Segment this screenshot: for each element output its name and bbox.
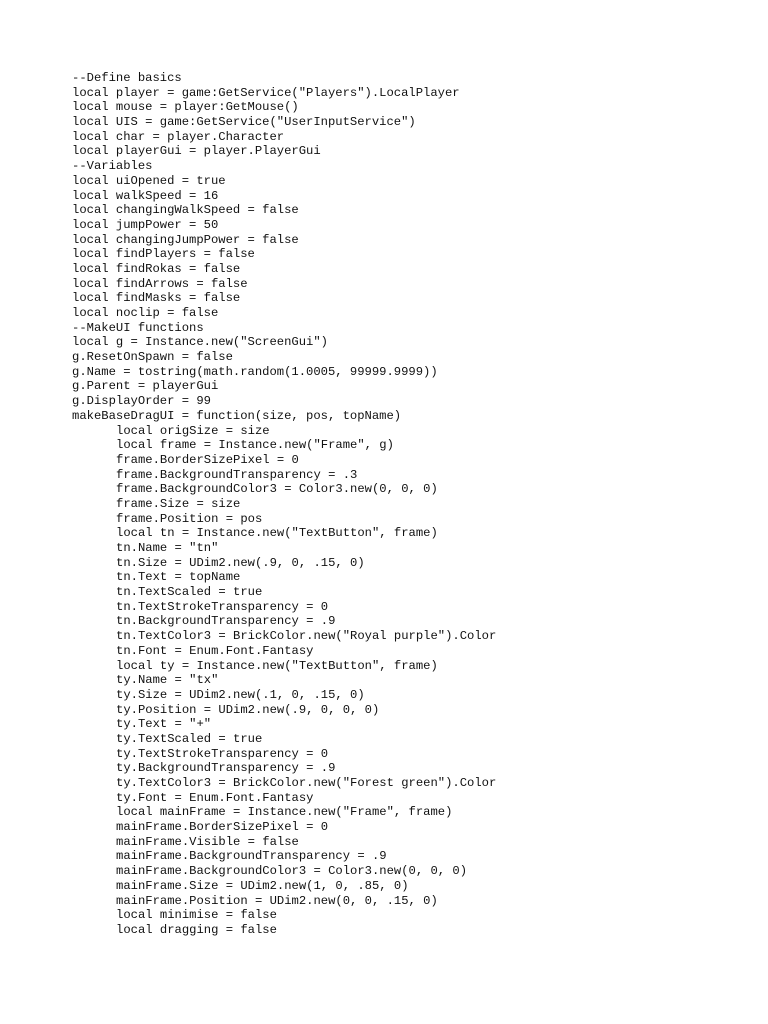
code-line: ty.Text = "+" <box>116 717 212 732</box>
code-line: ty.Font = Enum.Font.Fantasy <box>116 790 314 805</box>
code-line: makeBaseDragUI = function(size, pos, topName) <box>72 408 402 423</box>
code-line: local walkSpeed = 16 <box>72 188 219 203</box>
code-line: local ty = Instance.new("TextButton", frame) <box>116 658 438 673</box>
code-line: tn.Size = UDim2.new(.9, 0, .15, 0) <box>116 555 365 570</box>
code-line: local jumpPower = 50 <box>72 217 219 232</box>
code-line: local UIS = game:GetService("UserInputService") <box>72 115 416 130</box>
code-line: local mouse = player:GetMouse() <box>72 100 299 115</box>
code-line: local tn = Instance.new("TextButton", frame) <box>116 526 438 541</box>
code-listing <box>72 71 496 938</box>
code-line: local findPlayers = false <box>72 247 255 262</box>
code-line: tn.Name = "tn" <box>116 541 219 555</box>
code-line: tn.Text = topName <box>116 570 241 585</box>
code-line: ty.Position = UDim2.new(.9, 0, 0, 0) <box>116 702 380 717</box>
code-line: local uiOpened = true <box>72 173 226 188</box>
code-line: mainFrame.Position = UDim2.new(0, 0, .15, 0) <box>116 893 438 908</box>
code-line: mainFrame.Visible = false <box>116 834 299 849</box>
code-line: mainFrame.Size = UDim2.new(1, 0, .85, 0) <box>116 878 409 893</box>
code-line: local frame = Instance.new("Frame", g) <box>116 438 394 453</box>
code-line: g.Parent = playerGui <box>72 379 219 394</box>
code-line: frame.BackgroundTransparency = .3 <box>116 467 358 482</box>
code-line: ty.TextColor3 = BrickColor.new("Forest green").Color <box>116 776 497 790</box>
code-line: frame.BackgroundColor3 = Color3.new(0, 0, 0) <box>116 482 438 497</box>
code-line: mainFrame.BackgroundTransparency = .9 <box>116 849 387 864</box>
code-line: local dragging = false <box>116 922 277 937</box>
code-line: tn.TextScaled = true <box>116 585 263 600</box>
code-line: g.Name = tostring(math.random(1.0005, 99999.9999)) <box>72 364 438 379</box>
code-line: g.DisplayOrder = 99 <box>72 394 211 409</box>
code-line: local noclip = false <box>72 306 219 320</box>
code-line: tn.BackgroundTransparency = .9 <box>116 614 336 629</box>
code-line: local origSize = size <box>116 423 270 438</box>
code-line: local g = Instance.new("ScreenGui") <box>72 335 328 350</box>
code-line: local playerGui = player.PlayerGui <box>72 144 321 159</box>
code-line: --Variables <box>72 159 153 174</box>
code-line: mainFrame.BackgroundColor3 = Color3.new(0, 0, 0) <box>116 864 468 879</box>
code-line: local player = game:GetService("Players").LocalPlayer <box>72 85 460 100</box>
code-line: ty.TextStrokeTransparency = 0 <box>116 746 329 761</box>
code-line: local minimise = false <box>116 908 277 923</box>
code-line: --Define basics <box>72 71 182 85</box>
code-line: ty.Size = UDim2.new(.1, 0, .15, 0) <box>116 687 365 702</box>
code-line: local mainFrame = Instance.new("Frame", frame) <box>116 805 453 820</box>
code-line: frame.Size = size <box>116 496 241 511</box>
code-line: local changingJumpPower = false <box>72 232 299 247</box>
code-line: ty.Name = "tx" <box>116 673 219 688</box>
code-line: local findMasks = false <box>72 291 241 306</box>
code-line: frame.BorderSizePixel = 0 <box>116 452 299 467</box>
code-line: g.ResetOnSpawn = false <box>72 350 233 365</box>
code-line: ty.TextScaled = true <box>116 731 263 746</box>
code-line: local char = player.Character <box>72 129 285 144</box>
code-line: ty.BackgroundTransparency = .9 <box>116 761 336 776</box>
code-line: frame.Position = pos <box>116 511 263 526</box>
code-line: tn.Font = Enum.Font.Fantasy <box>116 643 314 658</box>
code-line: tn.TextColor3 = BrickColor.new("Royal purple").Color <box>116 629 497 644</box>
code-line: local findRokas = false <box>72 261 241 276</box>
code-line: local changingWalkSpeed = false <box>72 203 299 218</box>
code-line: local findArrows = false <box>72 276 248 291</box>
code-line: tn.TextStrokeTransparency = 0 <box>116 599 329 614</box>
code-line: --MakeUI functions <box>72 320 204 335</box>
code-line: mainFrame.BorderSizePixel = 0 <box>116 820 329 835</box>
